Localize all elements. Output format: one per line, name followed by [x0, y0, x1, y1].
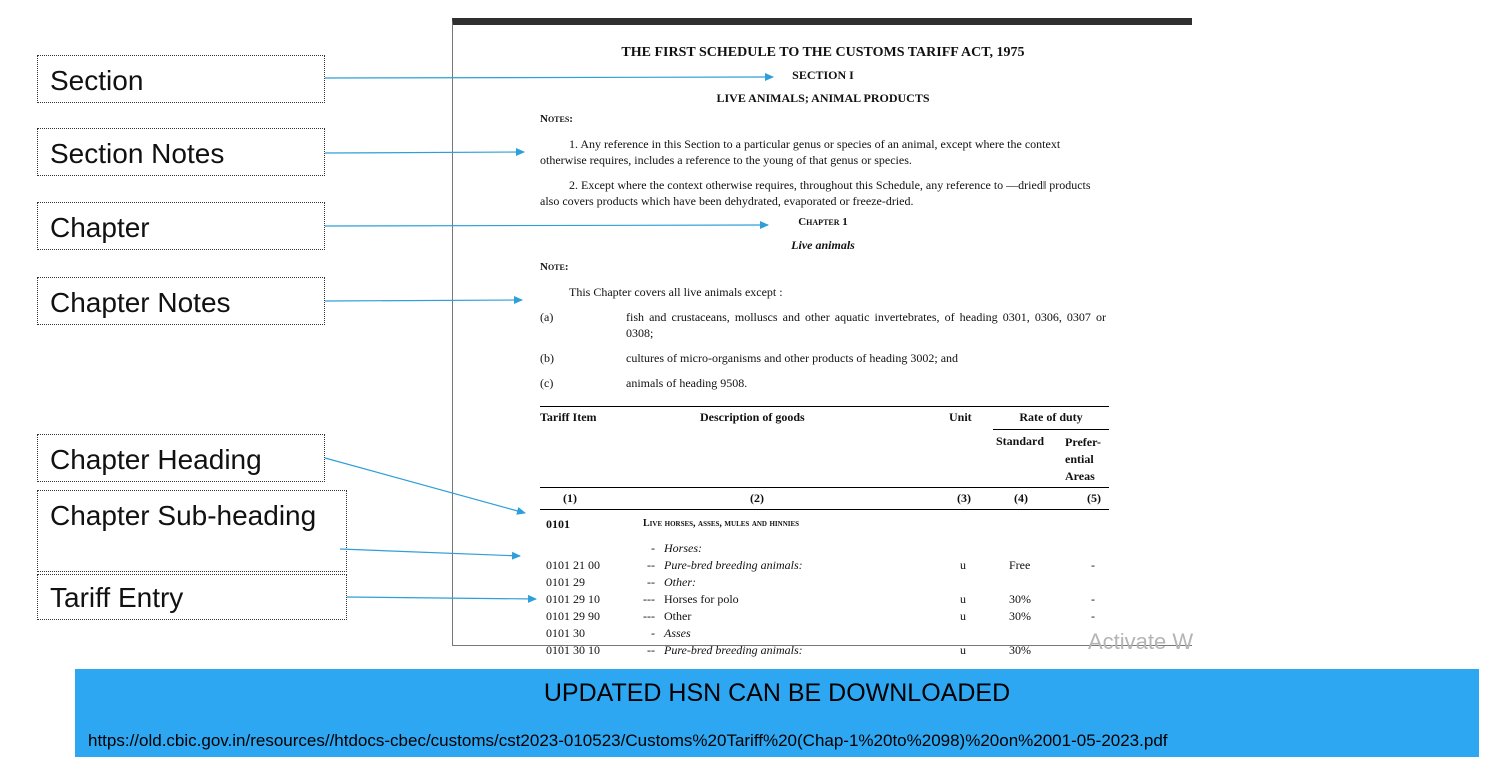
col-number-1: (1): [563, 491, 577, 505]
download-banner: [75, 669, 1479, 757]
chapter-number: Chapter 1: [798, 216, 848, 228]
th-description: Description of goods: [700, 410, 805, 424]
col-number-2: (2): [750, 491, 764, 505]
label-chapter: [37, 202, 325, 250]
chapter-note-marker-b: (b): [540, 351, 554, 365]
section-note-1: 1. Any reference in this Section to a particular genus or species of an animal, except where the context otherwise requires, includes a reference to the young of that genus or species.: [540, 137, 1061, 167]
label-chapter-notes-text: Chapter Notes: [50, 287, 231, 318]
row-tariff-item: 0101 29 90: [546, 609, 600, 623]
row-description: Pure-bred breeding animals:: [664, 558, 803, 572]
activate-windows-watermark: Activate W: [1088, 629, 1194, 654]
row-dash: -: [651, 626, 655, 640]
row-tariff-item: 0101 21 00: [546, 558, 600, 572]
row-description: Other: [664, 609, 692, 623]
th-preferential-line-3: Areas: [1065, 469, 1095, 483]
chapter-note-intro: This Chapter covers all live animals except :: [569, 285, 783, 299]
tariff-document-page: [452, 18, 1194, 657]
row-dash: --: [647, 643, 655, 657]
row-standard: 30%: [1009, 609, 1031, 623]
label-section: [37, 55, 325, 103]
label-chapter-heading-text: Chapter Heading: [50, 444, 262, 475]
th-preferential-line-2: ential: [1065, 452, 1094, 466]
row-dash: -: [651, 541, 655, 555]
chapter-note-marker-c: (c): [540, 376, 554, 390]
th-unit: Unit: [949, 410, 972, 424]
table-top-rule: [540, 406, 1109, 407]
chapter-name: Live animals: [791, 238, 855, 252]
banner-url-link[interactable]: https://old.cbic.gov.in/resources//htdocs-cbec/customs/cst2023-010523/Customs%20Tariff%20(Chap-1%20to%2098)%20on%2001-05-2023.pdf: [88, 731, 1168, 750]
col-number-5: (5): [1087, 491, 1101, 505]
row-dash: --: [647, 575, 655, 589]
th-preferential-line-1: Prefer-: [1065, 435, 1101, 449]
col-numbers-top-rule: [540, 487, 1109, 488]
chapter-note-marker-a: (a): [540, 310, 554, 324]
section-note-2: 2. Except where the context otherwise requires, throughout this Schedule, any reference to —dried‖ products also covers products which have been dehydrated, evaporated or freeze-dried.: [540, 178, 1091, 208]
row-standard: Free: [1009, 558, 1031, 572]
label-chapter-subheading: [37, 490, 347, 572]
heading-code: 0101: [546, 517, 570, 531]
chapter-note-text-c: animals of heading 9508.: [626, 376, 748, 390]
label-section-notes: [37, 128, 325, 176]
col-number-3: (3): [957, 491, 971, 505]
th-preferential: [1065, 434, 1101, 485]
row-tariff-item: 0101 30 10: [546, 643, 600, 657]
label-chapter-notes: [37, 277, 325, 325]
row-standard: 30%: [1009, 592, 1031, 606]
section-notes-heading: Notes:: [540, 113, 573, 125]
row-preferential: -: [1091, 609, 1095, 623]
col-numbers-bottom-rule: [540, 509, 1109, 510]
section-name: LIVE ANIMALS; ANIMAL PRODUCTS: [716, 91, 930, 105]
row-description: Horses for polo: [664, 592, 739, 606]
row-tariff-item: 0101 30: [546, 626, 585, 640]
row-description: Horses:: [664, 541, 702, 555]
label-tariff-entry-text: Tariff Entry: [50, 582, 184, 613]
row-unit: u: [960, 643, 966, 657]
label-chapter-subheading-text: Chapter Sub-heading: [50, 500, 317, 531]
row-dash: ---: [643, 592, 655, 606]
th-standard: Standard: [996, 434, 1045, 448]
rate-subheader-rule: [993, 429, 1109, 430]
row-standard: 30%: [1009, 643, 1031, 657]
chapter-note-heading: Note:: [540, 261, 569, 273]
heading-description: Live horses, asses, mules and hinnies: [643, 518, 800, 529]
document-title: THE FIRST SCHEDULE TO THE CUSTOMS TARIFF ACT, 1975: [621, 45, 1025, 60]
col-number-4: (4): [1014, 491, 1028, 505]
th-tariff-item: Tariff Item: [540, 410, 597, 424]
label-section-notes-text: Section Notes: [50, 138, 225, 169]
label-tariff-entry: [37, 574, 347, 620]
th-rate-of-duty: Rate of duty: [1019, 410, 1083, 424]
row-unit: u: [960, 592, 966, 606]
row-preferential: -: [1091, 558, 1095, 572]
row-unit: u: [960, 558, 966, 572]
row-preferential: -: [1091, 592, 1095, 606]
row-tariff-item: 0101 29 10: [546, 592, 600, 606]
chapter-note-text-a: fish and crustaceans, molluscs and other aquatic invertebrates, of heading 0301, 0306, 0307 or 0308;: [626, 310, 1106, 340]
row-unit: u: [960, 609, 966, 623]
row-dash: ---: [643, 609, 655, 623]
row-description: Asses: [664, 626, 691, 640]
label-chapter-text: Chapter: [50, 212, 150, 243]
row-description: Pure-bred breeding animals:: [664, 643, 803, 657]
banner-title: UPDATED HSN CAN BE DOWNLOADED: [543, 679, 1011, 707]
label-chapter-heading: [37, 434, 325, 482]
row-tariff-item: 0101 29: [546, 575, 585, 589]
label-section-text: Section: [50, 65, 144, 96]
row-description: Other:: [664, 575, 696, 589]
chapter-note-text-b: cultures of micro-organisms and other products of heading 3002; and: [626, 351, 959, 365]
row-dash: --: [647, 558, 655, 572]
section-number: SECTION I: [792, 68, 854, 82]
